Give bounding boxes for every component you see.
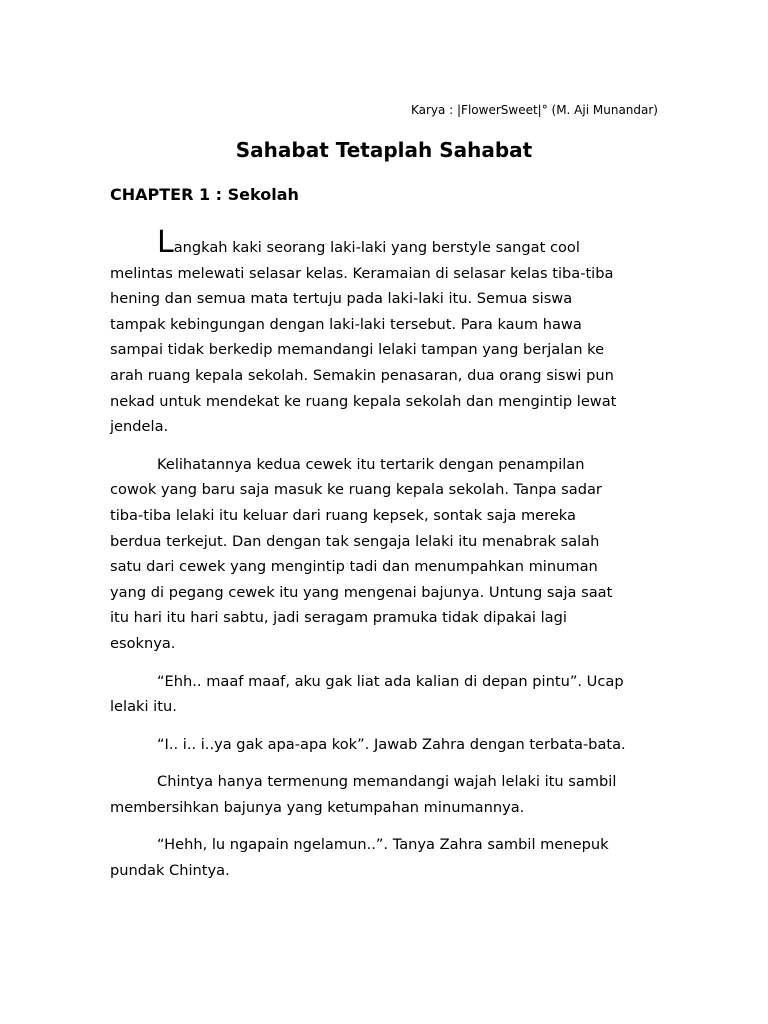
paragraph-6: “Hehh, lu ngapain ngelamun..”. Tanya Zahra sambil menepuk pundak Chintya. [110,836,609,880]
drop-cap: L [157,225,174,260]
chapter-heading: CHAPTER 1 : Sekolah [110,185,299,204]
author-line: Karya : |FlowerSweet|° (M. Aji Munandar) [410,103,658,117]
paragraph-3: “Ehh.. maaf maaf, aku gak liat ada kalian di depan pintu”. Ucap lelaki itu. [110,672,624,716]
paragraph-1-text: angkah kaki seorang laki-laki yang berstyle sangat cool melintas melewati selasar kelas. Keramaian di selasar kelas tiba-tiba hening dan semua mata tertuju pada laki-laki itu. Semua siswa tampak kebingungan dengan laki-laki tersebut. Para kaum hawa sampai tidak berkedip memandangi lelaki tampan yang berjalan ke arah ruang kepala sekolah. Semakin penasaran, dua orang siswi pun nekad untuk mendekat ke ruang kepala sekolah dan mengintip lewat jendela. [110,239,617,436]
story-body [110,225,658,896]
paragraph-5: Chintya hanya termenung memandangi wajah lelaki itu sambil membersihkan bajunya yang ketumpahan minumannya. [110,773,617,816]
paragraph-4: “I.. i.. i..ya gak apa-apa kok”. Jawab Zahra dengan terbata-bata. [157,735,626,753]
story-title: Sahabat Tetaplah Sahabat [235,138,533,162]
paragraph-1 [110,225,658,440]
paragraph-2: Kelihatannya kedua cewek itu tertarik dengan penampilan cowok yang baru saja masuk ke ruang kepala sekolah. Tanpa sadar tiba-tiba lelaki itu keluar dari ruang kepsek, sontak saja mereka berdua terkejut. Dan dengan tak sengaja lelaki itu menabrak salah satu dari cewek yang mengintip tadi dan menumpahkan minuman yang di pegang cewek itu yang mengenai bajunya. Untung saja saat itu hari itu hari sabtu, jadi seragam pramuka tidak dipakai lagi esoknya. [110,455,613,652]
